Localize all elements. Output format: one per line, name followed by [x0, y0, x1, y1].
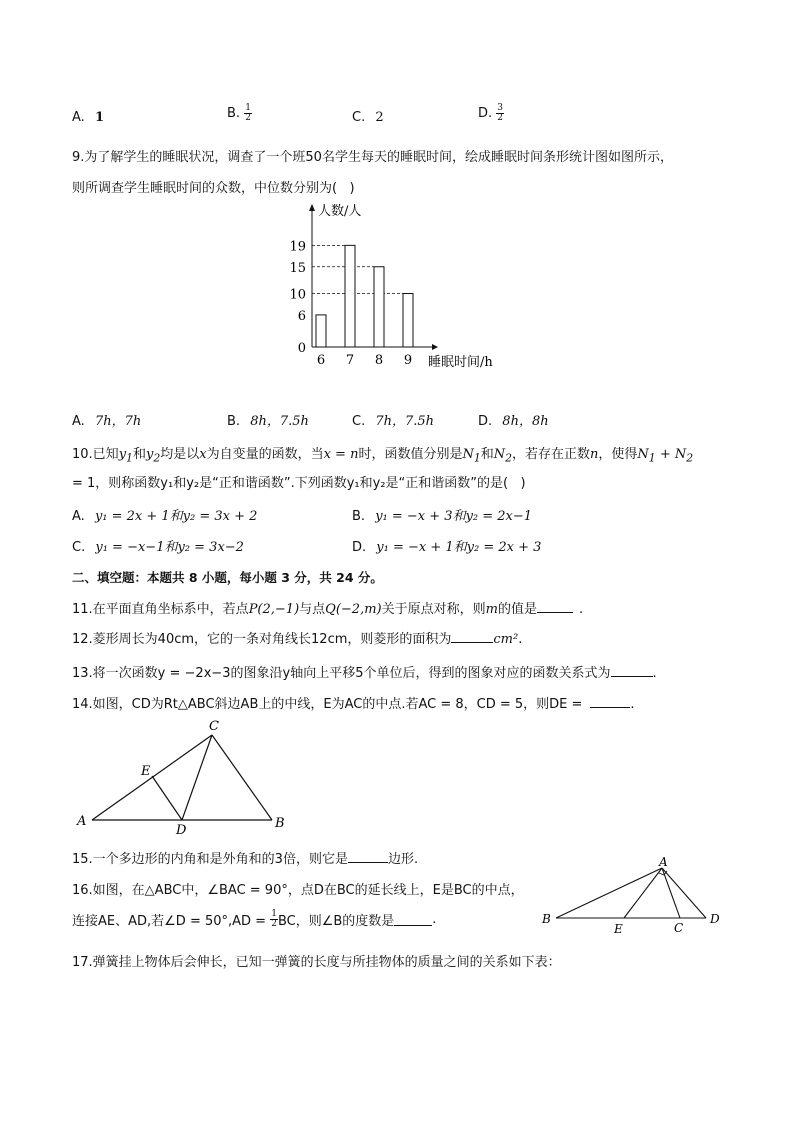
- q11: 11.在平面直角坐标系中，若点P(2,−1)与点Q(−2,m)关于原点对称，则m的值是 .: [72, 602, 584, 617]
- x-axis-label: 睡眠时间/h: [428, 355, 493, 370]
- answer-blank[interactable]: [348, 850, 388, 863]
- y-tick-label: 15: [289, 260, 306, 276]
- label-e: E: [614, 922, 623, 936]
- label-a: A: [77, 814, 87, 829]
- q12: 12.菱形周长为40cm，它的一条对角线长12cm，则菱形的面积为 cm².: [72, 632, 523, 647]
- q10-option-c: C. y₁ = −x−1和y₂ = 3x−2: [72, 540, 244, 555]
- triangle-figure-q14: [70, 716, 300, 840]
- x-axis-arrow: [432, 344, 438, 350]
- q9-stem-line2: 则所调查学生睡眠时间的众数，中位数分别为( ): [72, 181, 355, 196]
- segment-ac: [92, 735, 212, 820]
- label-c: C: [209, 719, 219, 734]
- y-tick-label: 10: [289, 287, 306, 303]
- answer-blank[interactable]: [451, 630, 493, 643]
- y-tick-label: 6: [297, 308, 306, 324]
- answer-blank[interactable]: [590, 695, 630, 708]
- x-tick-label: 6: [316, 353, 326, 368]
- q9-option-a: A. 7h，7h: [72, 414, 142, 429]
- q10-option-a: A. y₁ = 2x + 1和y₂ = 3x + 2: [72, 509, 258, 524]
- fraction: $\frac{1}{2}$: [271, 909, 277, 929]
- label-b: B: [275, 816, 285, 831]
- q9-option-d: D. 8h，8h: [478, 414, 549, 429]
- segment-cd: [182, 735, 212, 820]
- q9-option-b: B. 8h，7.5h: [227, 414, 309, 429]
- sleep-time-bar-chart: [270, 198, 530, 376]
- answer-blank[interactable]: [611, 664, 653, 677]
- q16-line2: 连接AE、AD,若∠D = 50°,AD = $\frac{1}{2}$ BC，则∠B的度数是 .: [72, 909, 437, 929]
- q9-stem-line1: 9.为了解学生的睡眠状况，调查了一个班50名学生每天的睡眠时间，绘成睡眠时间条形统计图如图所示，: [72, 150, 673, 165]
- answer-blank[interactable]: [394, 913, 432, 926]
- bar: [316, 315, 326, 347]
- label-c: C: [674, 921, 684, 935]
- q10-stem-line2: = 1，则称函数y₁和y₂是“正和谐函数”.下列函数y₁和y₂是“正和谐函数”的是( ): [72, 476, 526, 491]
- segment-ac: [662, 868, 680, 918]
- y-tick-label: 19: [289, 239, 306, 255]
- segment-cb: [212, 735, 272, 820]
- x-tick-label: 9: [403, 353, 413, 368]
- fraction: $\frac{1}{2}$: [245, 103, 251, 123]
- segment-ae: [624, 868, 662, 918]
- q8-option-c: C. 2: [352, 110, 384, 125]
- section-heading-fill-in: 二、填空题：本题共 8 小题，每小题 3 分，共 24 分。: [72, 570, 383, 585]
- y-axis-label: 人数/人: [318, 204, 362, 219]
- x-tick-label: 7: [345, 353, 355, 368]
- bar: [374, 267, 384, 347]
- q10-option-d: D. y₁ = −x + 1和y₂ = 2x + 3: [352, 540, 542, 555]
- q16-line1: 16.如图，在△ABC中，∠BAC = 90°，点D在BC的延长线上，E是BC的中点，: [72, 883, 524, 898]
- y-axis-arrow: [309, 204, 315, 211]
- fraction: $\frac{3}{2}$: [497, 103, 504, 123]
- q8-option-d: D. $\frac{3}{2}$: [478, 103, 504, 123]
- label-b: B: [542, 912, 551, 926]
- q14: 14.如图，CD为Rt△ABC斜边AB上的中线，E为AC的中点.若AC = 8，CD = 5，则DE = .: [72, 697, 635, 712]
- q8-option-b: B. $\frac{1}{2}$: [227, 103, 251, 123]
- answer-blank[interactable]: [537, 600, 573, 613]
- label-d: D: [710, 912, 720, 926]
- q15: 15.一个多边形的内角和是外角和的3倍，则它是 边形.: [72, 852, 419, 867]
- q13: 13.将一次函数y = −2x−3的图象沿y轴向上平移5个单位后，得到的图象对应的函数关系式为 .: [72, 666, 657, 681]
- y-tick-label: 0: [297, 341, 306, 356]
- q10-option-b: B. y₁ = −x + 3和y₂ = 2x−1: [352, 509, 533, 524]
- segment-ad: [662, 868, 706, 918]
- q10-stem-line1: 10.已知$y_1$和$y_2$均是以x为自变量的函数，当x = n时，函数值分别是$N_1$和$N_2$，若存在正数n，使得$N_1 + N_2$: [72, 447, 694, 465]
- bar: [403, 294, 413, 348]
- q8-option-a: A. 1: [72, 110, 104, 125]
- bar: [345, 245, 355, 347]
- q17: 17.弹簧挂上物体后会伸长，已知一弹簧的长度与所挂物体的质量之间的关系如下表：: [72, 955, 561, 970]
- label-a: A: [659, 855, 668, 869]
- q9-option-c: C. 7h，7.5h: [352, 414, 435, 429]
- label-e: E: [141, 764, 151, 779]
- segment-ed: [152, 776, 182, 820]
- label-d: D: [176, 823, 187, 838]
- triangle-figure-q16: [538, 852, 728, 936]
- segment-ab: [556, 868, 662, 918]
- x-tick-label: 8: [374, 353, 384, 368]
